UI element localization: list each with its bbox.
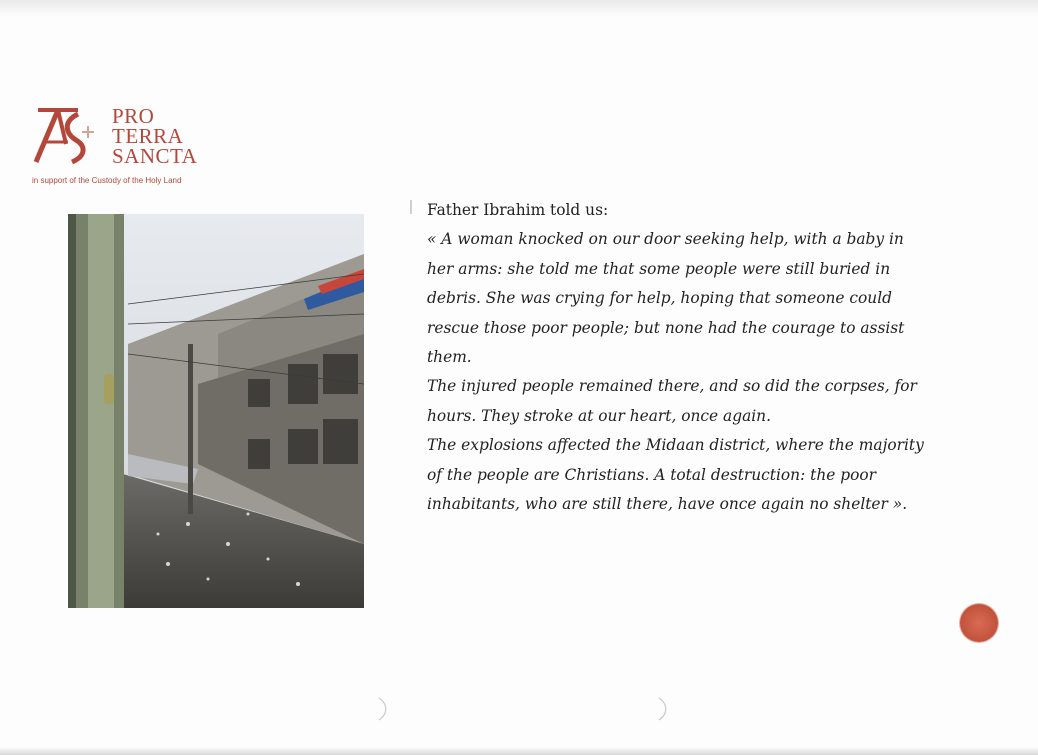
logo-tagline: in support of the Custody of the Holy Land <box>32 176 182 185</box>
article-line: rescue those poor people; but none had the courage to assist <box>427 318 905 337</box>
article-line: her arms: she told me that some people were still buried in <box>427 259 891 278</box>
article-body <box>427 196 987 519</box>
binder-ring-icon <box>656 696 670 722</box>
logo-line-pro: PRO <box>112 104 155 128</box>
damaged-buildings-photo <box>68 214 364 608</box>
pro-terra-sancta-logo <box>32 104 212 196</box>
page-top-edge <box>0 0 1038 16</box>
article-line: debris. She was crying for help, hoping that someone could <box>427 289 892 308</box>
article-line: hours. They stroke at our heart, once again. <box>427 406 771 425</box>
page-bottom-edge <box>0 747 1038 755</box>
article-line: The explosions affected the Midaan district, where the majority <box>427 436 924 455</box>
article-line: inhabitants, who are still there, have once again no shelter ». <box>427 495 908 514</box>
photo-illustration <box>68 214 364 608</box>
logo-line-terra: TERRA <box>112 124 184 148</box>
article-line: The injured people remained there, and so did the corpses, for <box>427 377 917 396</box>
circle-badge-icon <box>960 604 998 642</box>
binder-ring-icon <box>376 696 390 722</box>
logo-wordmark <box>112 106 197 166</box>
logo-line-sancta: SANCTA <box>112 144 198 168</box>
article-line: of the people are Christians. A total destruction: the poor <box>427 465 876 484</box>
page-mark <box>410 200 412 214</box>
ts-monogram-icon <box>32 104 102 168</box>
article-title: Father Ibrahim told us: <box>427 201 609 219</box>
article-line: them. <box>427 348 472 367</box>
article-line: « A woman knocked on our door seeking help, with a baby in <box>427 230 904 249</box>
